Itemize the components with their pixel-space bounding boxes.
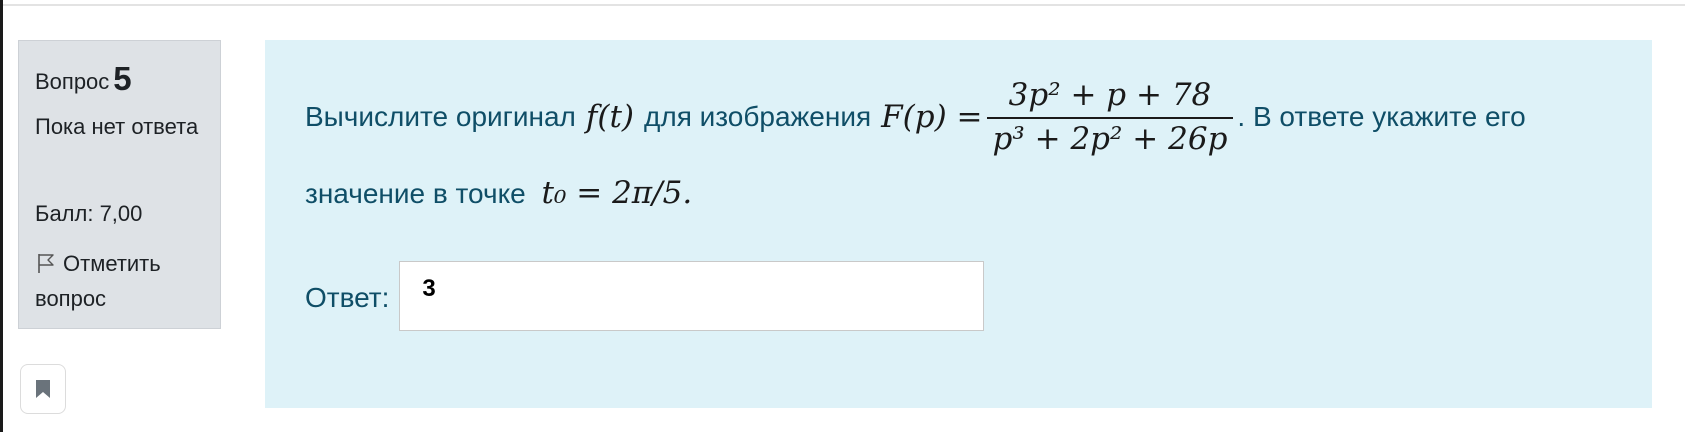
question-number-heading xyxy=(35,59,132,97)
point-expression: t₀ = 2π/5. xyxy=(541,175,693,211)
fraction-bar xyxy=(987,117,1234,119)
answer-label: Ответ: xyxy=(305,282,390,313)
top-divider xyxy=(3,4,1685,6)
question-number: 5 xyxy=(113,60,132,97)
fraction-denominator: p³ + 2p² + 26p xyxy=(992,121,1228,157)
answer-row xyxy=(305,260,984,332)
question-info-panel xyxy=(18,40,221,329)
bookmark-icon xyxy=(35,379,51,399)
question-content xyxy=(265,40,1652,408)
flag-label: Отметить вопрос xyxy=(35,251,161,311)
flag-question-link[interactable] xyxy=(35,246,215,316)
fraction-numerator: 3p² + p + 78 xyxy=(1008,77,1212,113)
bookmark-button[interactable] xyxy=(20,364,66,414)
text-middle: для изображения xyxy=(644,101,872,132)
question-label: Вопрос xyxy=(35,69,110,94)
question-state: Пока нет ответа xyxy=(35,114,199,139)
window-edge xyxy=(0,0,3,432)
question-grade: Балл: 7,00 xyxy=(35,201,143,226)
fraction xyxy=(987,77,1234,157)
text-before: Вычислите оригинал xyxy=(305,101,576,132)
answer-input[interactable] xyxy=(399,261,984,331)
question-line-1 xyxy=(305,62,1526,172)
text-after: . В ответе укажите его xyxy=(1237,101,1526,132)
question-line-2 xyxy=(305,175,692,211)
flag-icon xyxy=(35,252,57,274)
original-function: f(t) xyxy=(585,99,635,135)
text-line2: значение в точке xyxy=(305,178,526,209)
image-function: F(p) = xyxy=(881,99,983,135)
